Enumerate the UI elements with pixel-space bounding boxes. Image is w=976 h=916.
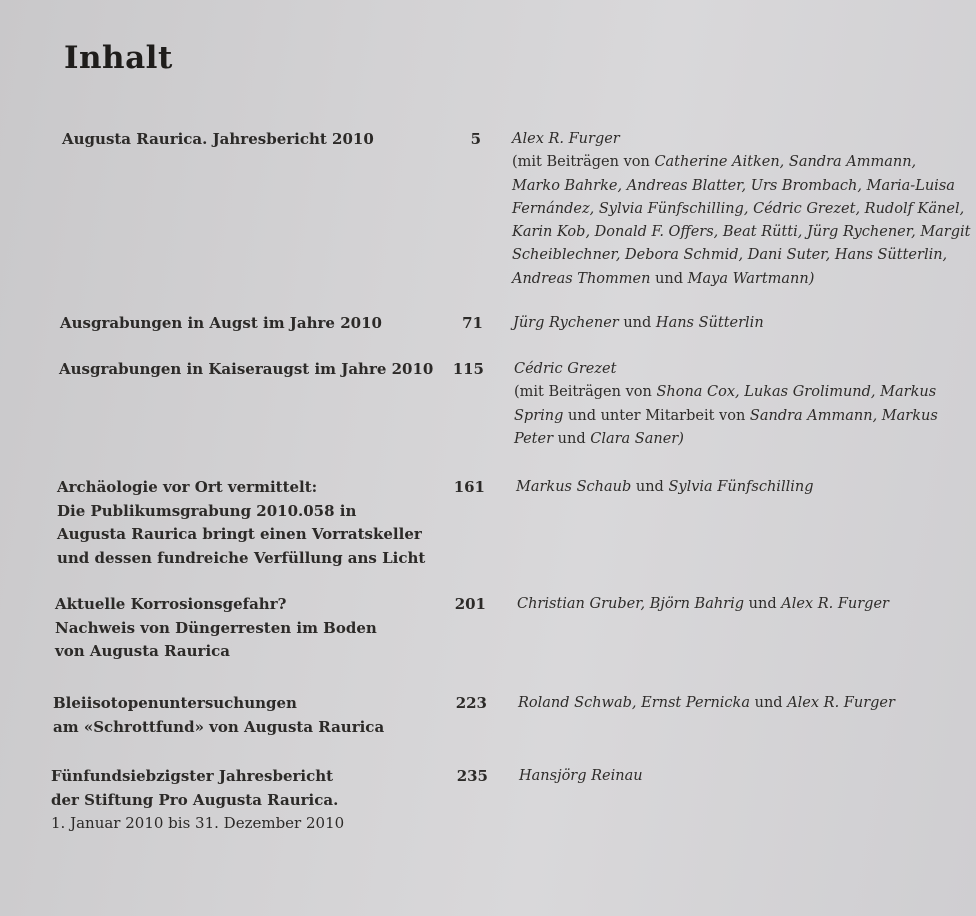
entry-title-line: Archäologie vor Ort vermittelt: xyxy=(57,478,318,496)
author-text: Markus Schaub xyxy=(516,479,632,495)
author-line xyxy=(512,151,942,174)
author-text: Hans Sütterlin xyxy=(655,315,764,331)
entry-title-line: Fünfundsiebzigster Jahresbericht xyxy=(51,767,334,785)
author-text: Fernández, Sylvia Fünfschilling, Cédric Grezet, Rudolf Känel, xyxy=(512,200,965,217)
author-line xyxy=(518,692,948,715)
author-text: und xyxy=(618,315,656,331)
entry-title xyxy=(57,476,426,570)
entry-title xyxy=(51,765,411,836)
author-text: Marko Bahrke, Andreas Blatter, Urs Brombach, Maria-Luisa xyxy=(512,177,955,194)
author-line xyxy=(514,405,944,428)
author-line xyxy=(512,175,955,198)
entry-authors xyxy=(513,312,943,335)
author-text: Shona Cox, Lukas Grolimund, Markus xyxy=(656,384,937,401)
author-text: Andreas Thommen xyxy=(512,270,651,287)
entry-page-number: 161 xyxy=(453,478,485,496)
entry-page-number: 115 xyxy=(452,360,484,378)
author-text: (mit Beiträgen von xyxy=(512,154,655,171)
entry-authors xyxy=(517,593,947,616)
author-text: und unter Mitarbeit von xyxy=(563,407,750,424)
entry-title xyxy=(55,593,415,664)
entry-page-number: 71 xyxy=(462,314,483,332)
author-text: Maya Wartmann) xyxy=(687,270,815,287)
author-text: Scheiblechner, Debora Schmid, Dani Suter, Hans Sütterlin, xyxy=(512,247,948,264)
author-line xyxy=(514,381,944,404)
entry-title xyxy=(62,128,422,152)
author-text: (mit Beiträgen von xyxy=(514,384,657,401)
author-line xyxy=(514,428,944,451)
author-line xyxy=(512,128,942,151)
entry-authors xyxy=(518,692,948,715)
author-text: Cédric Grezet xyxy=(514,361,617,377)
author-text: und xyxy=(631,479,669,495)
entry-title xyxy=(59,358,434,382)
author-text: Sylvia Fünfschilling xyxy=(668,479,814,495)
author-text: Spring xyxy=(514,407,564,424)
author-text: Jürg Rychener xyxy=(513,315,619,331)
entry-page-number: 223 xyxy=(455,694,487,712)
author-line xyxy=(516,476,946,499)
entry-title-line: von Augusta Raurica xyxy=(55,642,230,660)
entry-title-line: der Stiftung Pro Augusta Raurica. xyxy=(51,790,339,809)
entry-page-number: 5 xyxy=(470,130,481,148)
entry-page-number: 201 xyxy=(454,595,486,613)
entry-page-number: 235 xyxy=(456,767,488,785)
author-text: Catherine Aitken, Sandra Ammann, xyxy=(654,154,917,171)
author-text: Alex R. Furger xyxy=(787,695,895,711)
entry-title-line: Ausgrabungen in Augst im Jahre 2010 xyxy=(60,314,382,332)
author-line xyxy=(517,593,947,616)
author-text: und xyxy=(553,430,591,447)
page-title: Inhalt xyxy=(64,40,173,76)
entry-title-line: Nachweis von Düngerresten im Boden xyxy=(55,618,377,637)
author-line xyxy=(514,358,944,381)
author-line xyxy=(512,198,965,221)
author-text: und xyxy=(750,695,788,711)
author-text: Roland Schwab, Ernst Pernicka xyxy=(518,695,750,711)
author-line xyxy=(512,221,971,244)
author-text: Hansjörg Reinau xyxy=(519,768,643,784)
entry-title-line: und dessen fundreiche Verfüllung ans Licht xyxy=(57,548,426,567)
entry-authors xyxy=(514,358,944,451)
entry-title xyxy=(53,692,413,739)
author-text: Alex R. Furger xyxy=(512,131,620,147)
entry-authors xyxy=(516,476,946,499)
entry-title-line: 1. Januar 2010 bis 31. Dezember 2010 xyxy=(51,814,345,832)
author-text: und xyxy=(744,596,782,612)
author-line xyxy=(513,312,943,335)
author-text: Clara Saner) xyxy=(590,430,684,447)
entry-title-line: Bleiisotopenuntersuchungen xyxy=(53,694,297,712)
entry-title-line: Aktuelle Korrosionsgefahr? xyxy=(55,595,287,613)
author-text: Christian Gruber, Björn Bahrig xyxy=(517,596,745,612)
entry-title-line: Die Publikumsgrabung 2010.058 in xyxy=(57,501,357,520)
entry-title-line: Augusta Raurica bringt einen Vorratskeller xyxy=(57,525,422,543)
author-line xyxy=(512,244,948,267)
entry-title xyxy=(60,312,420,336)
author-text: Karin Kob, Donald F. Offers, Beat Rütti, Jürg Rychener, Margit xyxy=(512,224,971,241)
author-line xyxy=(512,268,942,291)
entry-authors xyxy=(519,765,949,788)
author-text: Sandra Ammann, Markus xyxy=(749,407,938,424)
author-text: Alex R. Furger xyxy=(781,596,889,612)
entry-title-line: am «Schrottfund» von Augusta Raurica xyxy=(53,717,385,736)
author-text: Peter xyxy=(514,430,554,447)
entry-title-line: Ausgrabungen in Kaiseraugst im Jahre 2010 xyxy=(59,360,434,378)
author-line xyxy=(519,765,949,788)
entry-authors xyxy=(512,128,971,291)
author-text: und xyxy=(650,270,688,287)
entry-title-line: Augusta Raurica. Jahresbericht 2010 xyxy=(62,130,374,148)
